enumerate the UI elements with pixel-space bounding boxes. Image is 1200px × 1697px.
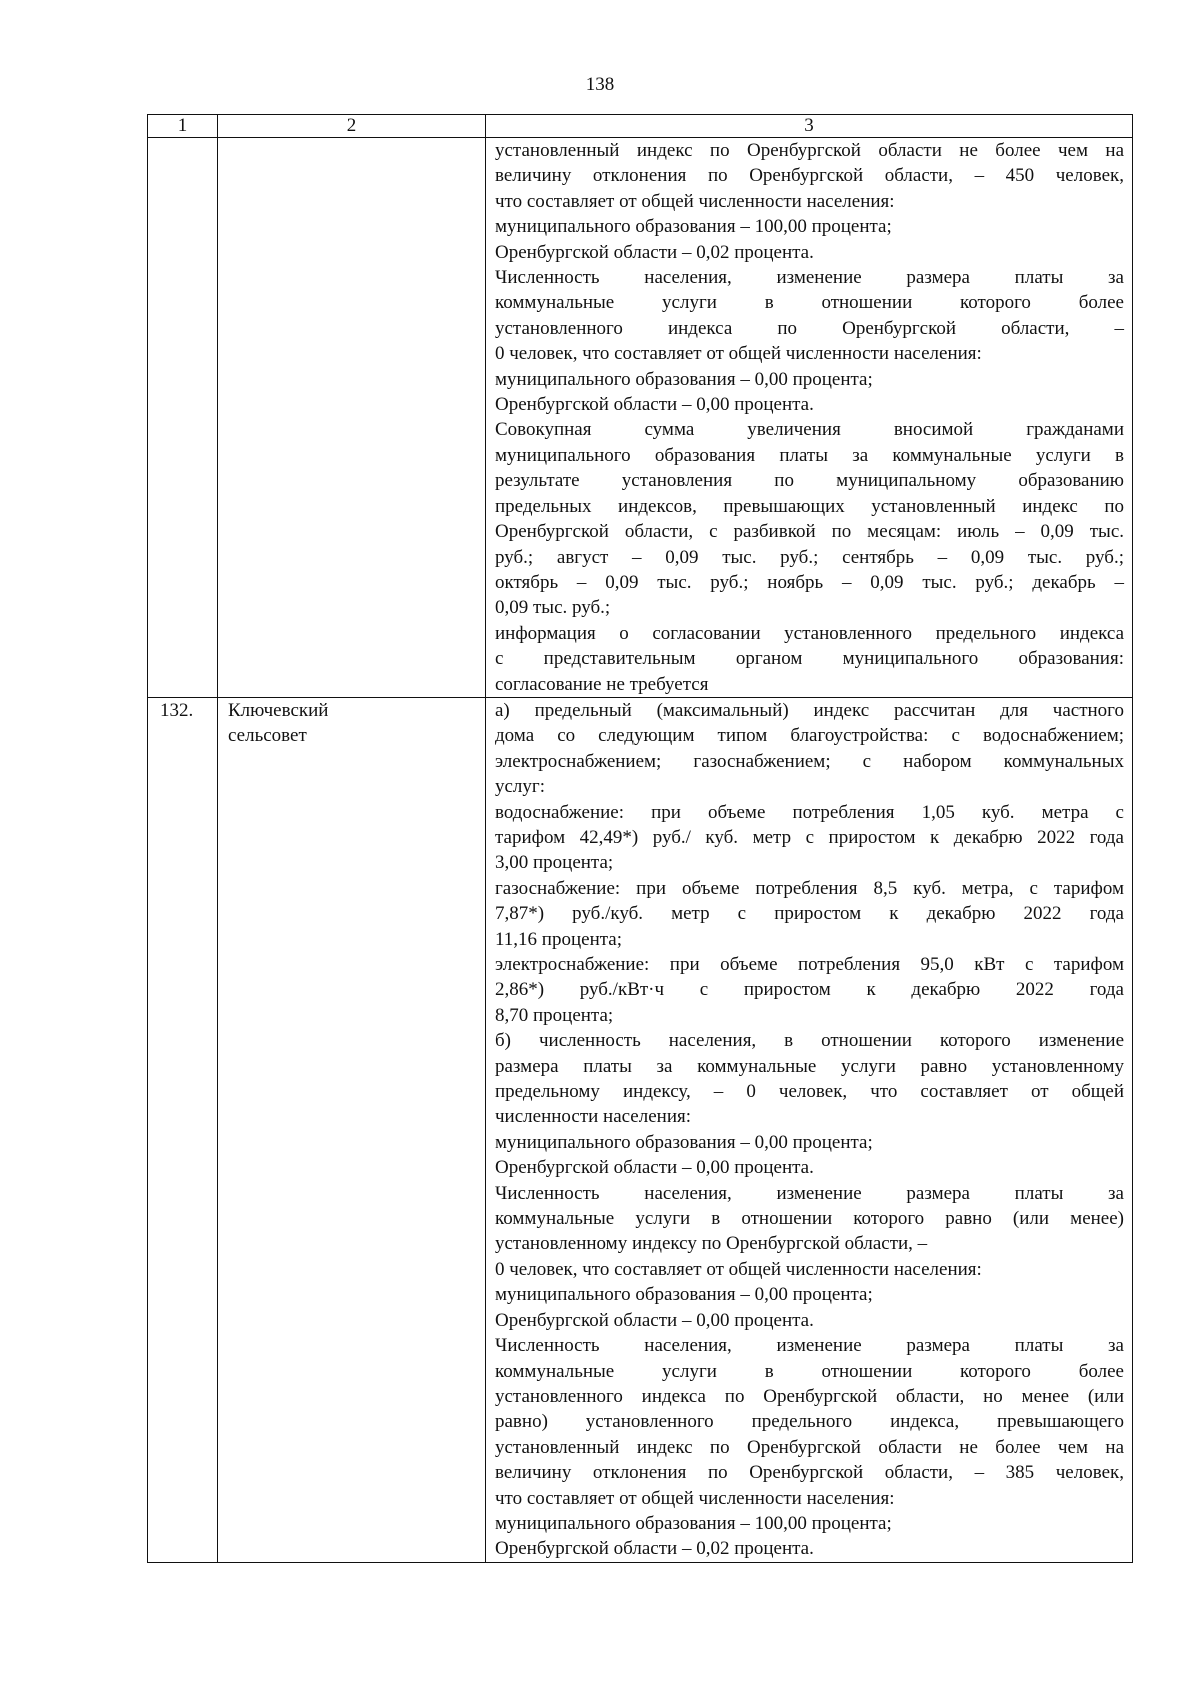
text-line: Оренбургской области – 0,00 процента. [495,394,814,416]
text-line: муниципального образования – 100,00 процента; [495,216,892,238]
text-line: 0,09 тыс. руб.; [495,597,611,619]
text-line: Оренбургской области – 0,02 процента. [495,1538,814,1560]
text-line: что составляет от общей численности населения: [495,190,895,212]
text-line: руб.; август – 0,09 тыс. руб.; сентябрь – 0,09 тыс. руб.; [495,546,1124,568]
text-line: Численность населения, изменение размера платы за [495,1182,1124,1204]
text-line: октябрь – 0,09 тыс. руб.; ноябрь – 0,09 тыс. руб.; декабрь – [495,571,1124,593]
text-line: согласование не требуется [495,673,709,695]
text-line: величину отклонения по Оренбургской области, – 385 человек, [495,1462,1124,1484]
document-table [147,114,1133,1563]
text-line: установленного индекса по Оренбургской области, – [495,317,1124,339]
text-line: Оренбургской области, с разбивкой по месяцам: июль – 0,09 тыс. [495,521,1124,543]
text-line: Совокупная сумма увеличения вносимой гражданами [495,419,1124,441]
text-line: 0 человек, что составляет от общей численности населения: [495,343,982,365]
text-line: величину отклонения по Оренбургской области, – 450 человек, [495,165,1124,187]
text-line: муниципального образования платы за коммунальные услуги в [495,444,1124,466]
table-header-row [148,115,1133,138]
page-number: 138 [585,74,615,95]
text-line: тарифом 42,49*) руб./ куб. метр с приростом к декабрю 2022 года [495,826,1124,848]
text-line: электроснабжение: при объеме потребления 95,0 кВт с тарифом [495,954,1124,975]
text-line: муниципального образования – 0,00 процента; [495,368,873,390]
text-line: 7,87*) руб./куб. метр с приростом к декабрю 2022 года [495,903,1124,925]
text-line: муниципального образования – 100,00 процента; [495,1512,892,1534]
text-line: газоснабжение: при объеме потребления 8,5 куб. метра, с тарифом [495,877,1124,899]
row-number-cell: 132. [148,697,218,1562]
text-line: 0 человек, что составляет от общей численности населения: [495,1258,982,1280]
text-line: что составляет от общей численности населения: [495,1487,895,1509]
text-line: с представительным органом муниципального образования: [495,648,1124,670]
row-number-cell [148,138,218,698]
text-line: коммунальные услуги в отношении которого более [495,1360,1124,1382]
text-line: информация о согласовании установленного предельного индекса [495,622,1124,644]
column-header-2: 2 [218,115,486,138]
description-cell [486,697,1133,1562]
text-line: Численность населения, изменение размера платы за [495,267,1124,289]
text-line: предельных индексов, превышающих установленный индекс по [495,495,1124,517]
column-header-3: 3 [486,115,1133,138]
text-line: результате установления по муниципальному образованию [495,470,1124,492]
municipality-name-cell [218,138,486,698]
text-line: Оренбургской области – 0,00 процента. [495,1157,814,1179]
text-line: коммунальные услуги в отношении которого равно (или менее) [495,1208,1124,1230]
name-line: сельсовет [228,725,307,747]
text-line: электроснабжением; газоснабжением; с набором коммунальных [495,750,1124,772]
text-line: муниципального образования – 0,00 процента; [495,1131,873,1153]
text-line: 3,00 процента; [495,852,614,874]
text-line: услуг: [495,776,545,798]
text-line: 2,86*) руб./кВт·ч с приростом к декабрю 2022 года [495,979,1124,1001]
municipality-name-cell [218,697,486,1562]
name-line: Ключевский [228,699,329,721]
text-line: водоснабжение: при объеме потребления 1,05 куб. метра с [495,801,1124,823]
text-line: муниципального образования – 0,00 процента; [495,1284,873,1306]
text-line: б) численность населения, в отношении которого изменение [495,1030,1124,1052]
table-row [148,138,1133,698]
text-line: численности населения: [495,1106,692,1128]
text-line: 11,16 процента; [495,928,622,950]
text-line: 8,70 процента; [495,1004,614,1026]
table-row [148,697,1133,1562]
text-line: предельному индексу, – 0 человек, что составляет от общей [495,1081,1124,1103]
text-line: Оренбургской области – 0,00 процента. [495,1309,814,1331]
text-line: а) предельный (максимальный) индекс рассчитан для частного [495,699,1124,721]
text-line: равно) установленного предельного индекса, превышающего [495,1411,1124,1433]
text-line: Оренбургской области – 0,02 процента. [495,241,814,263]
text-line: установленному индексу по Оренбургской области, – [495,1233,928,1255]
text-line: установленного индекса по Оренбургской области, но менее (или [495,1385,1124,1407]
text-line: размера платы за коммунальные услуги равно установленному [495,1055,1124,1077]
column-header-1: 1 [148,115,218,138]
text-line: установленный индекс по Оренбургской области не более чем на [495,1436,1124,1458]
text-line: установленный индекс по Оренбургской области не более чем на [495,140,1124,161]
text-line: коммунальные услуги в отношении которого более [495,292,1124,314]
description-cell [486,138,1133,698]
text-line: Численность населения, изменение размера платы за [495,1335,1124,1357]
text-line: дома со следующим типом благоустройства: с водоснабжением; [495,725,1124,747]
